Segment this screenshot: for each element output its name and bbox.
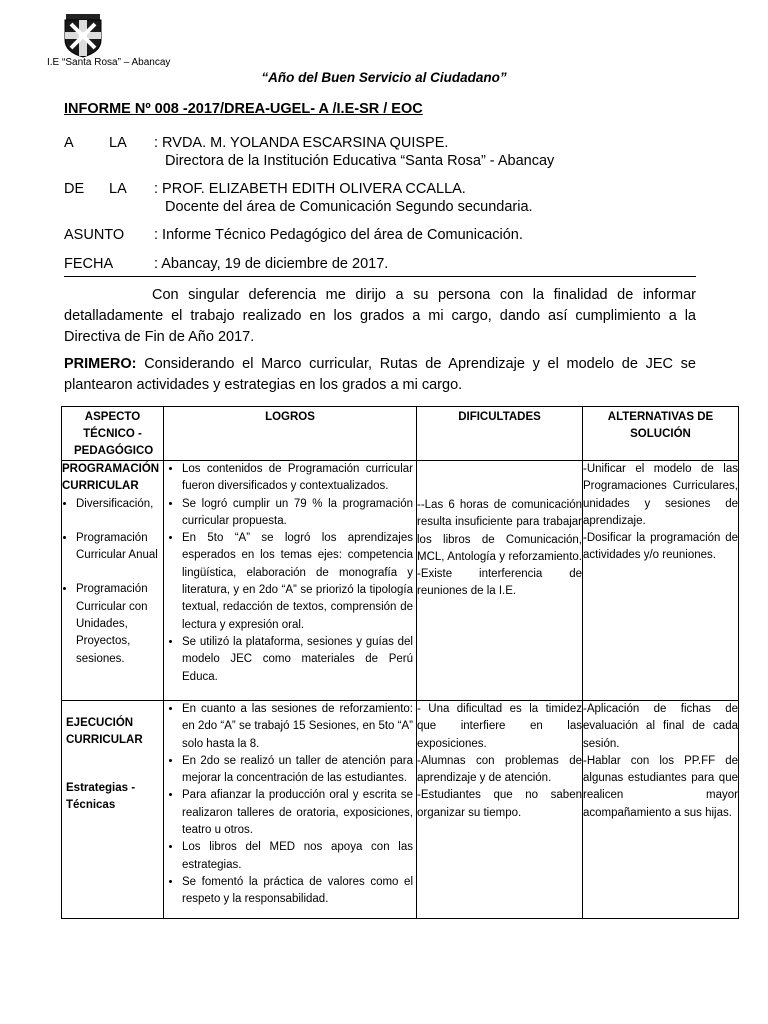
table-header-row	[62, 407, 739, 461]
header-dificultades: DIFICULTADES	[417, 407, 583, 461]
row1-aspect	[62, 461, 164, 701]
row2-alternativa: -Hablar con los PP.FF de algunas estudiantes para que realicen mayor acompañamiento a sus hijas.	[583, 754, 738, 819]
row2-aspect-sub: Estrategias - Técnicas	[66, 781, 136, 811]
row1-alternativas	[583, 461, 739, 701]
field-de-key: DE	[64, 181, 85, 197]
primero-text: Considerando el Marco curricular, Rutas de Aprendizaje y el modelo de JEC se plantearon actividades y estrategias en los grados a mi cargo.	[64, 356, 696, 393]
row1-dificultades: --Las 6 horas de comunicación resulta insuficiente para trabajar los libros de Comunicación, MCL, Antología y reforzamiento. -Existe interferencia de reuniones de la I.E.	[417, 461, 583, 701]
row1-logros	[164, 461, 417, 701]
row1-aspect-item: • Programación Curricular con Unidades, Proyectos, sesiones.	[76, 581, 163, 667]
field-de-value: : PROF. ELIZABETH EDITH OLIVERA CCALLA.	[154, 181, 466, 197]
row2-logro: • En 2do se realizó un taller de atención para mejorar la concentración de las estudiantes.	[182, 753, 413, 788]
row2-logros	[164, 701, 417, 919]
field-fecha-value: : Abancay, 19 de diciembre de 2017.	[154, 256, 389, 272]
field-a-key: A	[64, 135, 74, 151]
row1-aspect-item: • Diversificación,	[76, 496, 163, 513]
row2-logro: • Para afianzar la producción oral y escrita se realizaron talleres de oratoria, exposiciones, teatro u otros.	[182, 787, 413, 839]
primero-paragraph	[64, 354, 696, 396]
row2-logro: • Se fomentó la práctica de valores como el respeto y la responsabilidad.	[182, 874, 413, 909]
table-row	[62, 461, 739, 701]
row2-aspect-title: EJECUCIÓN CURRICULAR	[66, 717, 143, 747]
row1-logro: • Se logró cumplir un 79 % la programación curricular propuesta.	[182, 496, 413, 531]
intro-text: Con singular deferencia me dirijo a su persona con la finalidad de informar detalladamente el trabajo realizado en los grados a mi cargo, dando así cumplimiento a la Directiva de Fin de Año 2017.	[64, 287, 696, 345]
field-fecha-key: FECHA	[64, 256, 114, 272]
row1-alternativa: -Unificar el modelo de las Programaciones Curriculares, unidades y sesiones de aprendizaje.	[583, 463, 738, 527]
header-divider	[64, 276, 696, 277]
header-aspecto: ASPECTO TÉCNICO - PEDAGÓGICO	[62, 407, 164, 461]
technical-table	[61, 406, 739, 919]
row2-logro: • En cuanto a las sesiones de reforzamiento: en 2do “A” se trabajó 15 Sesiones, en 5to “A” solo hasta la 8.	[182, 701, 413, 753]
row2-alternativas	[583, 701, 739, 919]
field-asunto-key: ASUNTO	[64, 227, 125, 243]
row2-aspect	[62, 701, 164, 919]
row2-dificultades	[417, 701, 583, 919]
row1-aspect-title: PROGRAMACIÓN CURRICULAR	[62, 463, 160, 493]
field-de-key2: LA	[109, 181, 127, 197]
field-a-key2: LA	[109, 135, 127, 151]
row1-alternativa: -Dosificar la programación de actividades y/o reuniones.	[583, 532, 738, 562]
field-asunto-value: : Informe Técnico Pedagógico del área de Comunicación.	[154, 227, 523, 243]
row2-alternativa: -Aplicación de fichas de evaluación al final de cada sesión.	[583, 703, 738, 750]
field-a-sub: Directora de la Institución Educativa “Santa Rosa” - Abancay	[165, 153, 555, 169]
header-logros: LOGROS	[164, 407, 417, 461]
row2-logro: • Los libros del MED nos apoya con las estrategias.	[182, 839, 413, 874]
school-crest-logo	[62, 14, 104, 58]
row1-logro: • Se utilizó la plataforma, sesiones y guías del modelo JEC como materiales de Perú Educa.	[182, 634, 413, 686]
intro-paragraph	[64, 285, 696, 348]
field-a-value: : RVDA. M. YOLANDA ESCARSINA QUISPE.	[154, 135, 449, 151]
header-alternativas: ALTERNATIVAS DE SOLUCIÓN	[583, 407, 739, 461]
year-motto: “Año del Buen Servicio al Ciudadano”	[261, 70, 507, 85]
report-title: INFORME Nº 008 -2017/DREA-UGEL- A /I.E-SR / EOC	[64, 101, 423, 117]
primero-label: PRIMERO:	[64, 356, 137, 372]
row2-dificultad: - Una dificultad es la timidez que interfiere en las exposiciones.	[417, 703, 582, 750]
school-name: I.E “Santa Rosa” – Abancay	[47, 57, 171, 68]
field-de-sub: Docente del área de Comunicación Segundo secundaria.	[165, 199, 533, 215]
row2-dificultad: -Alumnas con problemas de aprendizaje y de atención.	[417, 754, 582, 785]
table-row	[62, 701, 739, 919]
row1-aspect-item: • Programación Curricular Anual	[76, 530, 163, 565]
row1-logro: • En 5to “A” se logró los aprendizajes esperados en los temas ejes: competencia lingüística, elaboración de monografía y literatura, y en 2do “A” se priorizó la tipología textual, redacción de textos, comprensión de lectura y expresión oral.	[182, 530, 413, 634]
row2-dificultad: -Estudiantes que no saben organizar su tiempo.	[417, 789, 582, 819]
row1-logro: • Los contenidos de Programación curricular fueron diversificados y contextualizados.	[182, 461, 413, 496]
